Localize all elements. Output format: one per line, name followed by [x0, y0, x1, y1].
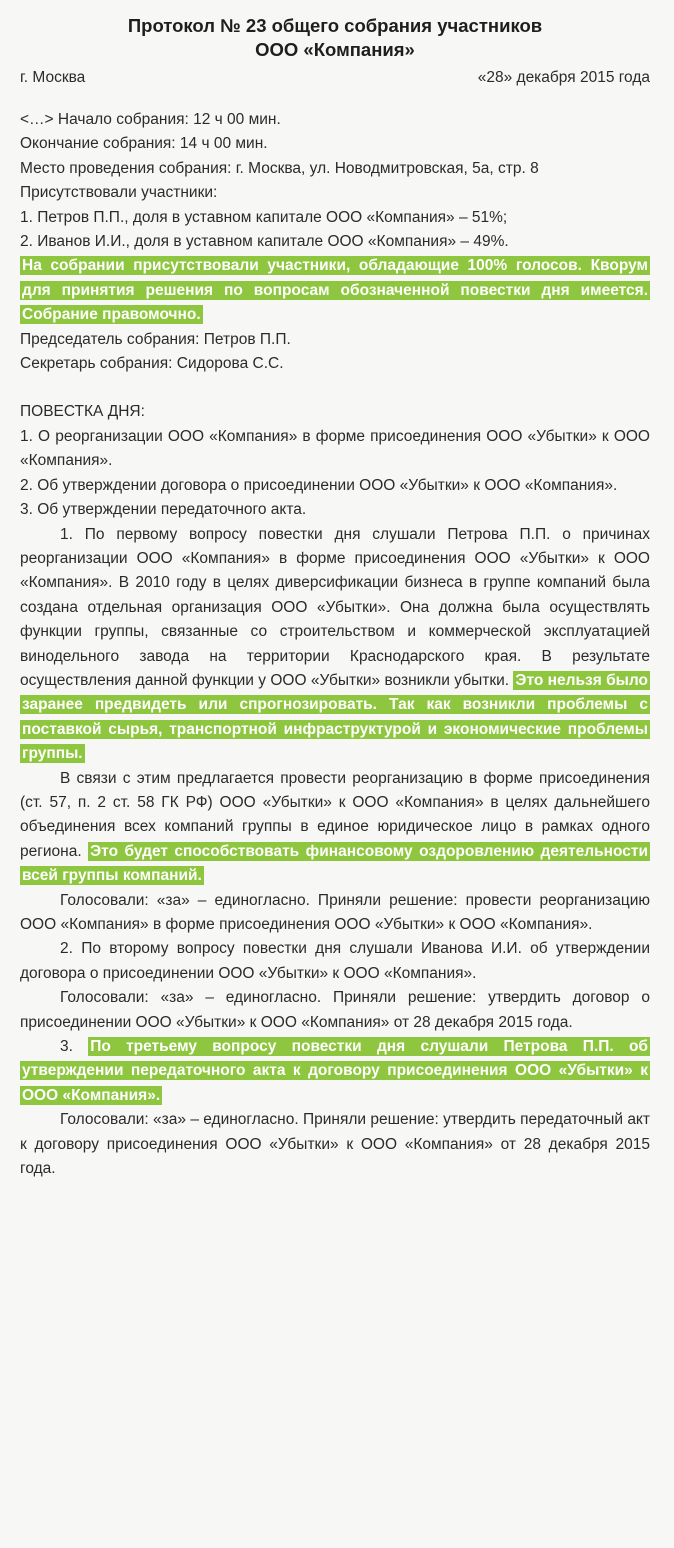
quorum-highlight: На собрании присутствовали участники, обладающие 100% голосов. Кворум для принятия решения по вопросам обозначенной повестки дня имеется. Собрание правомочно.	[22, 257, 648, 324]
agenda-heading: ПОВЕСТКА ДНЯ:	[20, 403, 145, 421]
participant-2: 2. Иванов И.И., доля в уставном капитале ООО «Компания» – 49%.	[20, 233, 509, 251]
question-1-paragraph	[20, 523, 650, 767]
agenda-item-2: 2. Об утверждении договора о присоединении ООО «Убытки» к ООО «Компания».	[20, 476, 618, 494]
proposal-text: В связи с этим предлагается провести реорганизацию в форме присоединения (ст. 57, п. 2 ст. 58 ГК РФ) ООО «Убытки» к ООО «Компания» в целях дальнейшего объединения всех компаний группы в единое юридическое лицо в рамках одного региона.	[20, 769, 650, 860]
secretary: Секретарь собрания: Сидорова С.С.	[20, 355, 284, 373]
start-time: <…> Начало собрания: 12 ч 00 мин.	[20, 111, 281, 128]
city: г. Москва	[20, 69, 86, 86]
chairman: Председатель собрания: Петров П.П.	[20, 330, 291, 348]
intro-section	[20, 108, 650, 376]
date: «28» декабря 2015 года	[477, 69, 650, 86]
agenda-item-1: 1. О реорганизации ООО «Компания» в форме присоединения ООО «Убытки» к ООО «Компания».	[20, 427, 650, 470]
question-3-paragraph	[20, 1035, 650, 1108]
proposal-paragraph	[20, 767, 650, 889]
discussion-section	[20, 523, 650, 1182]
question-3-vote: Голосовали: «за» – единогласно. Приняли решение: утвердить передаточный акт к договору присоединения ООО «Убытки» к ООО «Компания» от 28 декабря 2015 года.	[20, 1111, 650, 1178]
title-line-2: ООО «Компания»	[255, 39, 415, 60]
question-2-paragraph: 2. По второму вопросу повестки дня слушали Иванова И.И. об утверждении договора о присоединении ООО «Убытки» к ООО «Компания».	[20, 940, 650, 982]
question-3-highlight: По третьему вопросу повестки дня слушали Петрова П.П. об утверждении передаточного акта к договору присоединения ООО «Убытки» к ООО «Компания».	[22, 1038, 648, 1104]
meeting-place: Место проведения собрания: г. Москва, ул. Новодмитровская, 5а, стр. 8	[20, 159, 539, 177]
agenda-section	[20, 400, 650, 522]
question-1-highlight: Это нельзя было заранее предвидеть или спрогнозировать. Так как возникли проблемы с поставкой сырья, транспортной инфраструктурой и экономические проблемы группы.	[22, 671, 648, 763]
quorum-paragraph	[20, 254, 650, 327]
question-1-text: 1. По первому вопросу повестки дня слушали Петрова П.П. о причинах реорганизации ООО «Компания» в форме присоединения ООО «Убытки» к ООО «Компания». В 2010 году в целях диверсификации бизнеса в группе компаний была создана отдельная организация ООО «Убытки». Она должна была осуществлять функции группы, связанные со строительством и коммерческой эксплуатацией винодельного завода на территории Краснодарского края. В результате осуществления данной функции у ООО «Убытки» возникли убытки.	[20, 525, 650, 689]
title-line-1: Протокол № 23 общего собрания участников	[127, 15, 543, 36]
proposal-highlight: Это будет способствовать финансовому оздоровлению деятельности всей группы компаний.	[22, 842, 649, 885]
agenda-item-3: 3. Об утверждении передаточного акта.	[20, 501, 307, 519]
present-label: Присутствовали участники:	[20, 184, 218, 202]
end-time: Окончание собрания: 14 ч 00 мин.	[20, 135, 268, 153]
question-3-number: 3.	[60, 1038, 73, 1056]
meta-row	[20, 66, 650, 90]
question-1-vote: Голосовали: «за» – единогласно. Приняли решение: провести реорганизацию ООО «Компания» в форме присоединения ООО «Убытки» к ООО «Компания».	[20, 891, 650, 933]
participant-1: 1. Петров П.П., доля в уставном капитале ООО «Компания» – 51%;	[20, 208, 508, 226]
question-2-vote: Голосовали: «за» – единогласно. Приняли решение: утвердить договор о присоединении ООО «Убытки» к ООО «Компания» от 28 декабря 2015 года.	[20, 989, 650, 1031]
document-title	[20, 14, 650, 62]
